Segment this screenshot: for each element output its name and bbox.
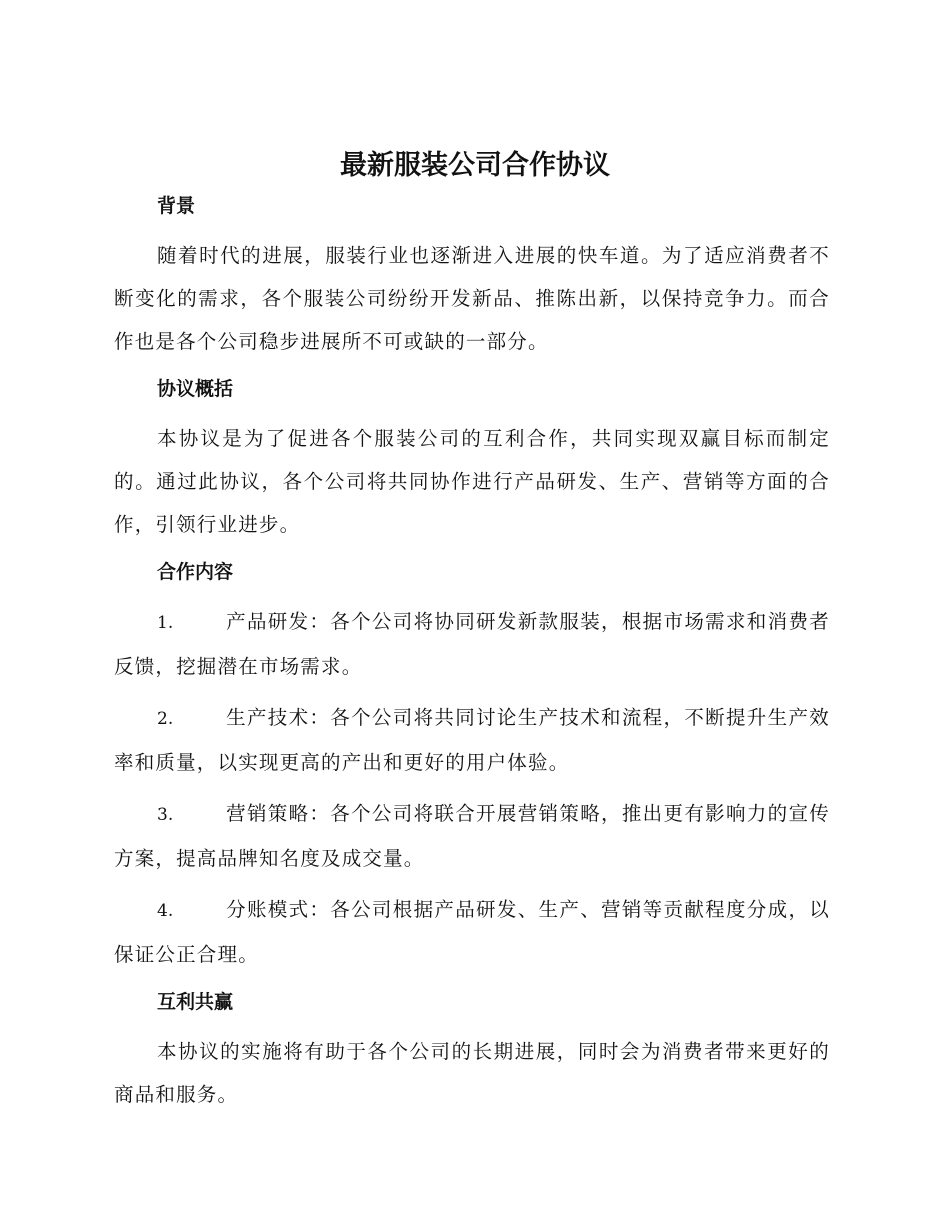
section-mutual-benefit <box>114 984 830 1116</box>
document-title: 最新服装公司合作协议 <box>340 150 610 181</box>
list-item-text: 产品研发：各个公司将协同研发新款服装，根据市场需求和消费者反馈，挖掘潜在市场需求。 <box>114 610 830 678</box>
list-item-number: 4. <box>157 901 174 921</box>
section-heading: 协议概括 <box>157 378 234 400</box>
list-item-text: 营销策略：各个公司将联合开展营销策略，推出更有影响力的宣传方案，提高品牌知名度及成交量。 <box>114 802 830 870</box>
section-paragraph: 本协议是为了促进各个服装公司的互利合作，共同实现双赢目标而制定的。通过此协议，各个公司将共同协作进行产品研发、生产、营销等方面的合作，引领行业进步。 <box>114 427 830 536</box>
section-agreement-summary <box>114 371 830 546</box>
list-item-number: 3. <box>157 805 174 825</box>
list-item <box>114 792 830 880</box>
section-heading: 互利共赢 <box>157 991 234 1013</box>
section-heading: 合作内容 <box>157 561 234 583</box>
list-item-number: 2. <box>157 709 174 729</box>
list-item-text: 分账模式：各公司根据产品研发、生产、营销等贡献程度分成，以保证公正合理。 <box>114 898 830 966</box>
section-background <box>114 188 830 363</box>
list-item-text: 生产技术：各个公司将共同讨论生产技术和流程，不断提升生产效率和质量，以实现更高的产出和更好的用户体验。 <box>114 706 830 774</box>
section-heading: 背景 <box>157 195 196 217</box>
section-paragraph: 本协议的实施将有助于各个公司的长期进展，同时会为消费者带来更好的商品和服务。 <box>114 1040 830 1106</box>
section-cooperation-content <box>114 554 830 976</box>
list-item <box>114 696 830 784</box>
section-paragraph: 随着时代的进展，服装行业也逐渐进入进展的快车道。为了适应消费者不断变化的需求，各个服装公司纷纷开发新品、推陈出新，以保持竞争力。而合作也是各个公司稳步进展所不可或缺的一部分。 <box>114 244 830 353</box>
list-item <box>114 888 830 976</box>
list-item-number: 1. <box>157 613 174 633</box>
list-item <box>114 600 830 688</box>
document-body <box>114 188 830 1116</box>
